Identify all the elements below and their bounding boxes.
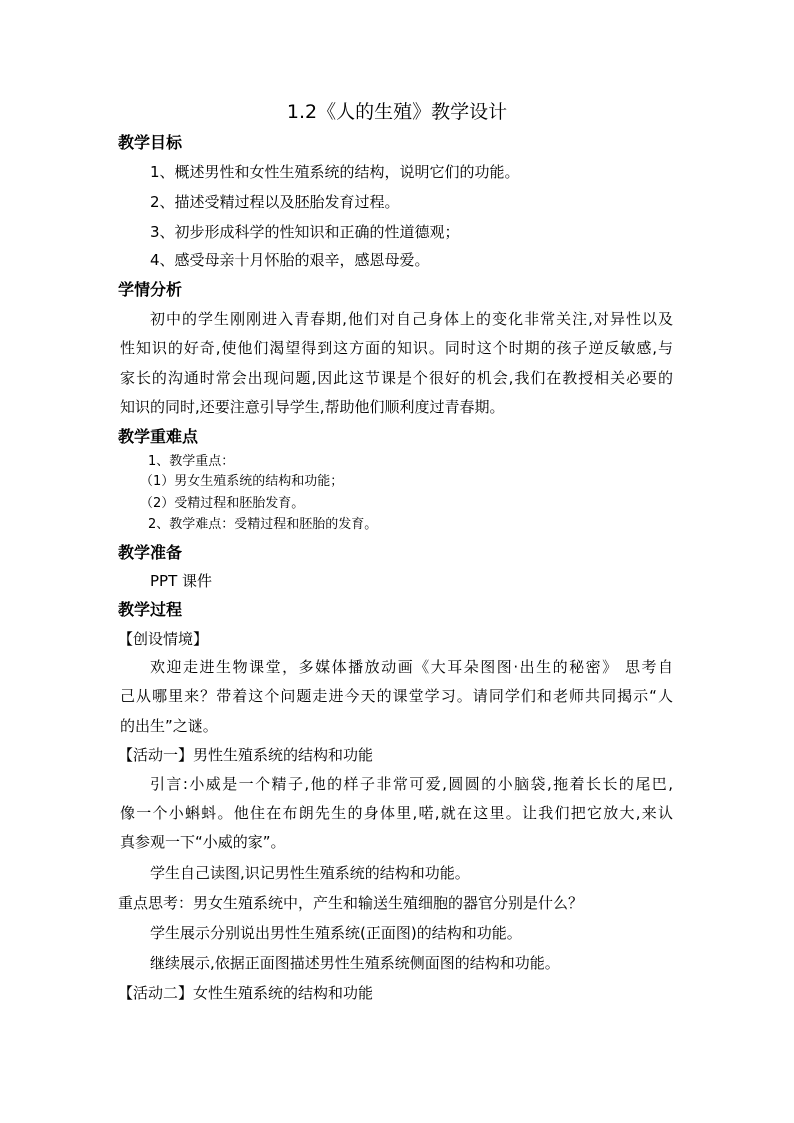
activity1-line: 引言:小威是一个精子,他的样子非常可爱,圆圆的小脑袋,拖着长长的尾巴,	[150, 775, 673, 793]
analysis-line: 性知识的好奇,使他们渴望得到这方面的知识。同时这个时期的孩子逆反敏感,与	[120, 339, 673, 357]
scene-line: 的出生”之谜。	[120, 717, 218, 735]
show-text: 继续展示,依据正面图描述男性生殖系统侧面图的结构和功能。	[150, 954, 560, 972]
activity1-line: 像一个小蝌蚪。他住在布朗先生的身体里,喏,就在这里。让我们把它放大,来认	[120, 804, 673, 822]
objective-item: 2、描述受精过程以及胚胎发育过程。	[150, 193, 400, 211]
key-point-item: 1、教学重点：	[148, 454, 235, 469]
heading-preparation: 教学准备	[118, 543, 183, 562]
section-title-activity1: 【活动一】男性生殖系统的结构和功能	[118, 746, 374, 764]
analysis-line: 知识的同时,还要注意引导学生,帮助他们顺利度过青春期。	[120, 398, 505, 416]
show-text: 学生展示分别说出男性生殖系统(正面图)的结构和功能。	[150, 924, 522, 942]
document-title: 1.2《人的生殖》教学设计	[286, 101, 508, 123]
key-point-item: （2）受精过程和胚胎发育。	[140, 496, 305, 511]
key-question: 重点思考：男女生殖系统中，产生和输送生殖细胞的器官分别是什么？	[118, 894, 584, 912]
scene-line: 欢迎走进生物课堂，多媒体播放动画《大耳朵图图·出生的秘密》 思考自	[150, 658, 673, 676]
analysis-line: 家长的沟通时常会出现问题,因此这节课是个很好的机会,我们在教授相关必要的	[120, 369, 673, 387]
heading-process: 教学过程	[118, 600, 183, 619]
scene-line: 己从哪里来？带着这个问题走进今天的课堂学习。请同学们和老师共同揭示“人	[120, 687, 673, 705]
section-title-activity2: 【活动二】女性生殖系统的结构和功能	[118, 984, 374, 1002]
heading-analysis: 学情分析	[118, 280, 183, 299]
activity1-line: 真参观一下“小威的家”。	[120, 833, 286, 851]
activity1-read: 学生自己读图,识记男性生殖系统的结构和功能。	[150, 864, 470, 882]
analysis-line: 初中的学生刚刚进入青春期,他们对自己身体上的变化非常关注,对异性以及	[150, 310, 673, 328]
heading-objectives: 教学目标	[118, 133, 183, 152]
preparation-text: PPT 课件	[150, 572, 213, 590]
objective-item: 1、概述男性和女性生殖系统的结构，说明它们的功能。	[150, 163, 520, 181]
objective-item: 3、初步形成科学的性知识和正确的性道德观；	[150, 223, 460, 241]
heading-key-points: 教学重难点	[118, 427, 199, 446]
key-point-item: 2、教学难点：受精过程和胚胎的发育。	[148, 517, 378, 532]
section-title-scene: 【创设情境】	[118, 630, 209, 648]
key-point-item: （1）男女生殖系统的结构和功能；	[140, 474, 344, 489]
objective-item: 4、感受母亲十月怀胎的艰辛，感恩母爱。	[150, 251, 430, 269]
